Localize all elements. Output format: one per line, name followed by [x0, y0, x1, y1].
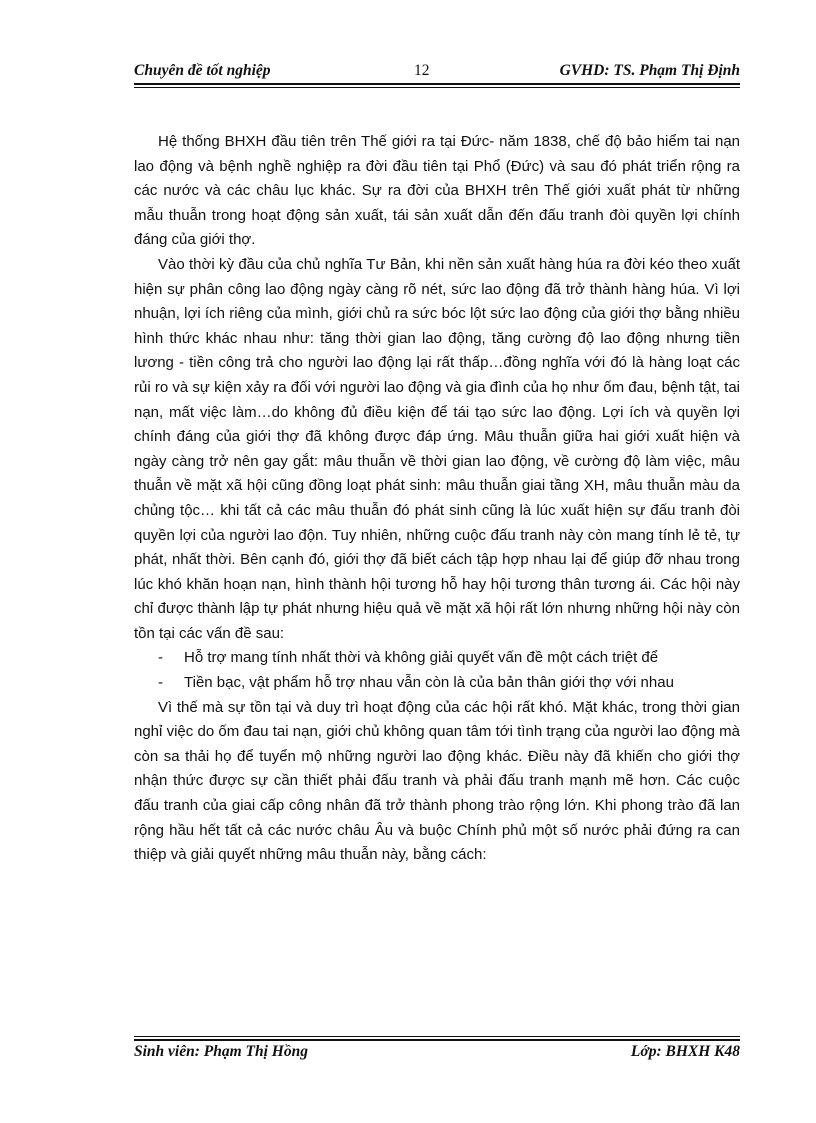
document-title: Chuyên đề tốt nghiệp [134, 62, 271, 79]
bullet-item [134, 671, 740, 696]
page-body [134, 130, 740, 868]
footer-rule-thin [134, 1036, 740, 1037]
header-rule-thin [134, 87, 740, 88]
bullet-text: Tiền bạc, vật phẩm hỗ trợ nhau vẫn còn là của bản thân giới thợ với nhau [184, 674, 674, 692]
bullet-dash: - [158, 649, 163, 667]
paragraph-2: Vào thời kỳ đầu của chủ nghĩa Tư Bản, khi nền sản xuất hàng húa ra đời kéo theo xuất hiện sự phân công lao động ngày càng rõ nét, sức lao động đã trở thành hàng húa. Vì lợi nhuận, lợi ích riêng của mình, giới chủ ra sức bóc lột sức lao động của giới thợ bằng nhiều hình thức khác nhau như: tăng thời gian lao động, tăng cường độ lao động nhưng tiền lương - tiền công trả cho người lao động lại rất thấp…đồng nghĩa với đó là hàng loạt các rủi ro và sự kiện xảy ra đối với người lao động và gia đình của họ như ốm đau, bệnh tật, tai nạn, mất việc làm…do không đủ điều kiện để tái tạo sức lao động. Lợi ích và quyền lợi chính đáng của giới thợ đã không được đáp ứng. Mâu thuẫn giữa hai giới xuất hiện và ngày càng trở nên gay gắt: mâu thuẫn về thời gian lao động, về cường độ làm việc, mâu thuẫn về mặt xã hội cũng đồng loạt phát sinh: mâu thuẫn giai tầng XH, mâu thuẫn màu da chủng tộc… khi tất cả các mâu thuẫn đó phát sinh cũng là lúc xuất hiện sự đấu tranh đòi quyền lợi của người lao độn. Tuy nhiên, những cuộc đấu tranh này còn mang tính lẻ tẻ, tự phát, nhất thời. Bên cạnh đó, giới thợ đã biết cách tập hợp nhau lại để giúp đỡ nhau trong lúc khó khăn hoạn nạn, hình thành hội tương hỗ hay hội tương thân tương ái. Các hội này chỉ được thành lập tự phát nhưng hiệu quả về mặt xã hội rất lớn nhưng những hội này còn tồn tại các vấn đề sau: [134, 255, 740, 642]
header-rule-thick [134, 83, 740, 85]
page-footer [134, 1043, 740, 1065]
bullet-text: Hỗ trợ mang tính nhất thời và không giải quyết vấn đề một cách triệt để [184, 649, 659, 667]
page-number: 12 [414, 62, 430, 79]
paragraph-3: Vì thế mà sự tồn tại và duy trì hoạt động của các hội rất khó. Mặt khác, trong thời gian nghỉ việc do ốm đau tai nạn, giới chủ không quan tâm tới tình trạng của người lao động mà còn sa thải họ để tuyển mộ những người lao động khác. Điều này đã khiến cho giới thợ nhận thức được sự cần thiết phải đấu tranh và phải đấu tranh mạnh mẽ hơn. Các cuộc đấu tranh của giai cấp công nhân đã trở thành phong trào rộng lớn. Khi phong trào đã lan rộng hầu hết tất cả các nước châu Âu và buộc Chính phủ một số nước phải đứng ra can thiệp và giải quyết những mâu thuẫn này, bằng cách: [134, 698, 740, 864]
bullet-item [134, 646, 740, 671]
supervisor-name: GVHD: TS. Phạm Thị Định [559, 62, 740, 79]
page-header [134, 62, 740, 84]
student-name: Sinh viên: Phạm Thị Hồng [134, 1043, 308, 1060]
footer-rule-thick [134, 1039, 740, 1041]
class-name: Lớp: BHXH K48 [630, 1043, 740, 1060]
paragraph-1: Hệ thống BHXH đầu tiên trên Thế giới ra tại Đức- năm 1838, chế độ bảo hiểm tai nạn lao động và bệnh nghề nghiệp ra đời đầu tiên tại Phổ (Đức) và sau đó phát triển rộng ra các nước và các châu lục khác. Sự ra đời của BHXH trên Thế giới xuất phát từ những mẫu thuẫn trong hoạt động sản xuất, tái sản xuất dẫn đến đấu tranh đòi quyền lợi chính đáng của giới thợ. [134, 133, 740, 249]
bullet-dash: - [158, 674, 163, 692]
